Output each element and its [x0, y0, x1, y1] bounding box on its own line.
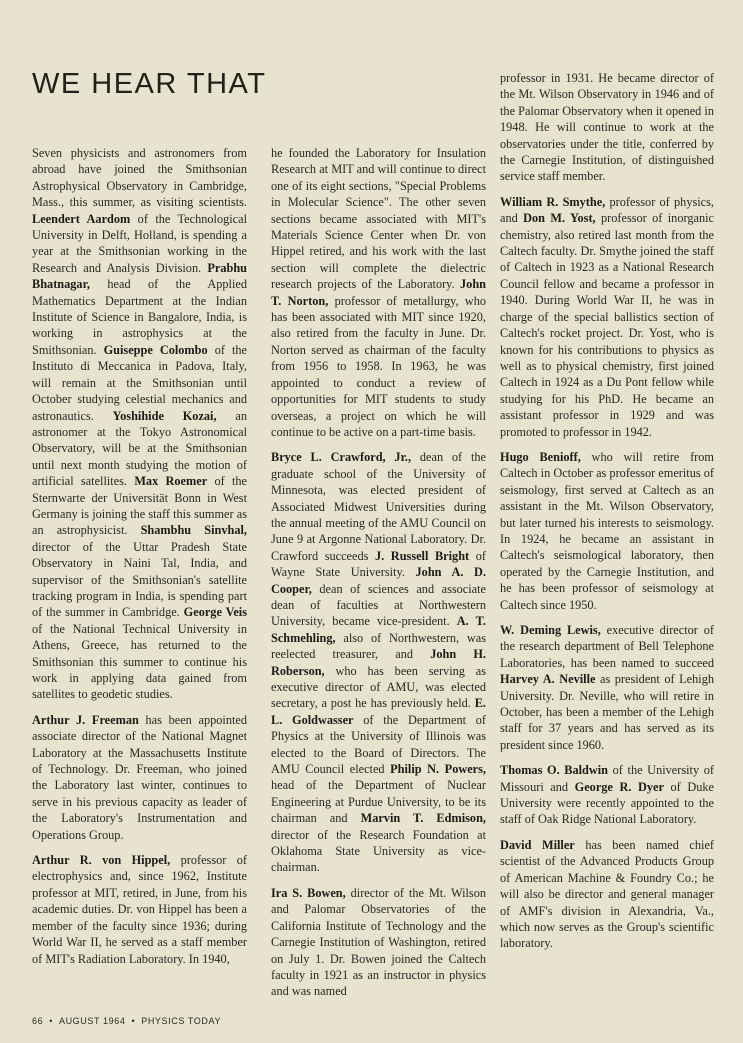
paragraph [500, 837, 714, 952]
paragraph-text: of the Instituto di Meccanica in Padova, Italy, will remain at the Smithsonian until October studying celestial mechanics and astronautics. [32, 342, 248, 423]
paragraph-text: also of Northwestern, was reelected treasurer, and [271, 630, 486, 662]
paragraph-text: director of the Mt. Wilson and Palomar Observatories of the California Institute of Technology and the Carnegie Institution of Washington, retired on July 1. Dr. Bowen joined the Caltech faculty in 1921 as an instructor in physics and was named [271, 885, 487, 999]
page-number: 66 [32, 1016, 44, 1026]
paragraph-text: has been appointed associate director of the National Magnet Laboratory at the Massachusetts Institute of Technology. Dr. Freeman, who joined the Laboratory last winter, continues to serve in his previous capacity as leader of the Laboratory's Instrumentation and Operations Group. [32, 712, 247, 842]
person-name: Don M. Yost, [523, 211, 596, 226]
person-name: Ira S. Bowen, [271, 885, 346, 900]
person-name: Philip N. Powers, [390, 762, 487, 777]
person-name: Max Roemer [134, 474, 208, 489]
person-name: John A. D. Cooper, [271, 565, 486, 596]
paragraph [500, 194, 714, 440]
paragraph-text: director of the Research Foundation at Oklahoma State University as vice-chairman. [271, 827, 486, 875]
paragraph-text: professor of inorganic chemistry, also retired last month from the Caltech faculty. Dr. Smythe joined the staff of Caltech in 1923 as a National Research Council fellow and became a professor in 1940. During World War II, he was in charge of the special ballistics section of Caltech's rocket project. Dr. Yost, who is known for his contributions to physics as well as to physical chemistry, first joined Caltech in 1924 as a Du Pont fellow while studying for his PhD. He became an assistant professor in 1929 and was promoted to professor in 1942. [500, 211, 714, 439]
paragraph-text: Seven physicists and astronomers from abroad have joined the Smithsonian Astrophysical Observatory in Cambridge, Mass., this summer, as visiting scientists. [32, 146, 247, 210]
paragraph-text: of the National Technical University in Athens, Greece, has returned to the Smithsonian this summer to continue his work in applying data gained from satellites to geodetic studies. [32, 621, 247, 702]
publication-name: PHYSICS TODAY [141, 1016, 222, 1026]
paragraph-text: of the Department of Physics at the University of Illinois was elected to the Board of Directors. The AMU Council elected [271, 712, 486, 777]
person-name: Yoshihide Kozai, [112, 408, 217, 423]
person-name: Hugo Benioff, [500, 449, 581, 464]
paragraph-text: of the Technological University in Delft, Holland, is spending a year at the Smithsonian working in the Research and Analysis Division. [32, 211, 248, 275]
paragraph [271, 449, 486, 876]
person-name: Marvin T. Edmison, [360, 811, 486, 826]
paragraph [500, 70, 714, 185]
issue-date: AUGUST 1964 [58, 1016, 126, 1026]
paragraph-text: has been named chief scientist of the Advanced Products Group of American Machine & Foundry Co.; he will also be director and general manager of AMF's division in Alexandria, Va., which now serves as the Group's scientific laboratory. [500, 837, 714, 951]
paragraph-text: of the University of Missouri and [500, 763, 714, 794]
paragraph-text: of the Sternwarte der Universität Bonn in West Germany is joining the staff this summer as an astrophysicist. [32, 474, 248, 538]
person-name: A. T. Schmehling, [271, 614, 487, 645]
paragraph-text: who will retire from Caltech in October as professor emeritus of seismology, first served at Caltech as an assistant in the Mt. Wilson Observatory, but later turned his interests to seismology. In 1924, he became an assistant in Caltech's seismological laboratory, then operated by the Carnegie Institution, and he has been professor of seismology at Caltech since 1950. [500, 449, 714, 612]
paragraph-text: dean of the graduate school of the University of Minnesota, was elected president of Associated Midwest Universities during the annual meeting of the AMU Council on June 9 at Argonne National Laboratory. Dr. Crawford succeeds [271, 450, 486, 563]
paragraph-text: professor of metallurgy, who has been associated with MIT since 1920, also retired from the faculty in June. Dr. Norton served as chairman of the faculty from 1956 to 1958. In 1963, he was appointed to conduct a review of opportunities for MIT students to study overseas, a project on which he will continue to be active on a part-time basis. [271, 293, 486, 439]
paragraph-text: dean of sciences and associate dean of faculties at Northwestern University, became vice-president. [271, 581, 486, 629]
paragraph-text: executive director of the research department of Bell Telephone Laboratories, has been named to succeed [500, 623, 714, 670]
page-title: WE HEAR THAT [32, 68, 267, 100]
person-name: J. Russell Bright [375, 548, 470, 563]
person-name: David Miller [500, 837, 575, 852]
person-name: George Veis [183, 605, 247, 620]
paragraph-text: professor of physics, and [500, 194, 714, 226]
footer-separator: • [49, 1016, 53, 1026]
person-name: George R. Dyer [574, 779, 664, 794]
paragraph-text: professor in 1931. He became director of the Mt. Wilson Observatory in 1946 and of the Palomar Observatory when it opened in 1948. He will continue to work at the observatories under the title, conferred by the Carnegie Institution, of distinguished service staff member. [500, 71, 714, 184]
paragraph-text: as president of Lehigh University. Dr. Neville, who will retire in October, has been a member of the Lehigh staff for 37 years and has served as its president since 1960. [500, 672, 714, 752]
person-name: Arthur J. Freeman [32, 712, 139, 727]
person-name: William R. Smythe, [500, 194, 606, 209]
paragraph [271, 145, 486, 440]
person-name: Shambhu Sinvhal, [140, 523, 247, 538]
paragraph [500, 762, 714, 828]
paragraph-text: head of the Department of Nuclear Engineering at Purdue University, to be its chairman and [271, 778, 486, 826]
article-column-1 [32, 145, 247, 976]
person-name: Guiseppe Colombo [103, 342, 208, 357]
person-name: Prabhu Bhatnagar, [32, 260, 247, 292]
paragraph-text: of Wayne State University. [271, 548, 486, 580]
paragraph-text: of Duke University were recently appointed to the staff of Oak Ridge National Laboratory. [500, 779, 714, 827]
person-name: W. Deming Lewis, [500, 623, 601, 637]
paragraph [32, 712, 247, 843]
paragraph [32, 852, 247, 967]
person-name: E. L. Goldwasser [271, 696, 486, 727]
paragraph-text: an astronomer at the Tokyo Astronomical Observatory, will be at the Smithsonian until next month studying the motion of artificial satellites. [32, 408, 247, 489]
article-column-3 [500, 70, 714, 961]
paragraph-text: director of the Uttar Pradesh State Observatory in Naini Tal, India, and supervisor of the Smithsonian's satellite tracking program in India, is spending part of the summer in Cambridge. [32, 539, 247, 620]
paragraph-text: professor of electrophysics and, since 1962, Institute professor at MIT, retired, in June, from his academic duties. Dr. von Hippel has been a member of the faculty since 1936; during World War II, he served as a staff member of MIT's Radiation Laboratory. In 1940, [32, 853, 247, 966]
paragraph-text: head of the Applied Mathematics Department at the Indian Institute of Science in Bangalore, India, is working in astrophysics at the Smithsonian. [32, 277, 247, 357]
paragraph [32, 145, 247, 703]
page-footer [32, 1016, 221, 1026]
person-name: John T. Norton, [271, 277, 486, 308]
paragraph [271, 885, 486, 1000]
person-name: Thomas O. Baldwin [500, 763, 609, 778]
person-name: Harvey A. Neville [500, 672, 596, 687]
article-column-2 [271, 145, 486, 1009]
paragraph [500, 449, 714, 613]
person-name: Bryce L. Crawford, Jr., [271, 450, 412, 465]
person-name: Arthur R. von Hippel, [32, 853, 171, 868]
paragraph [500, 622, 714, 753]
person-name: Leendert Aardom [32, 211, 131, 226]
paragraph-text: he founded the Laboratory for Insulation Research at MIT and will continue to direct one of its eight sections, "Special Problems in Molecular Science". The other seven sections became associated with MIT's Materials Science Center when Dr. von Hippel retired, and his work with the last section will complete the dielectric research projects of the Laboratory. [271, 146, 486, 292]
footer-separator: • [131, 1016, 136, 1026]
paragraph-text: who has been serving as executive director of AMU, was elected secretary, a post he has previously held. [271, 663, 486, 711]
person-name: John H. Roberson, [271, 647, 486, 678]
